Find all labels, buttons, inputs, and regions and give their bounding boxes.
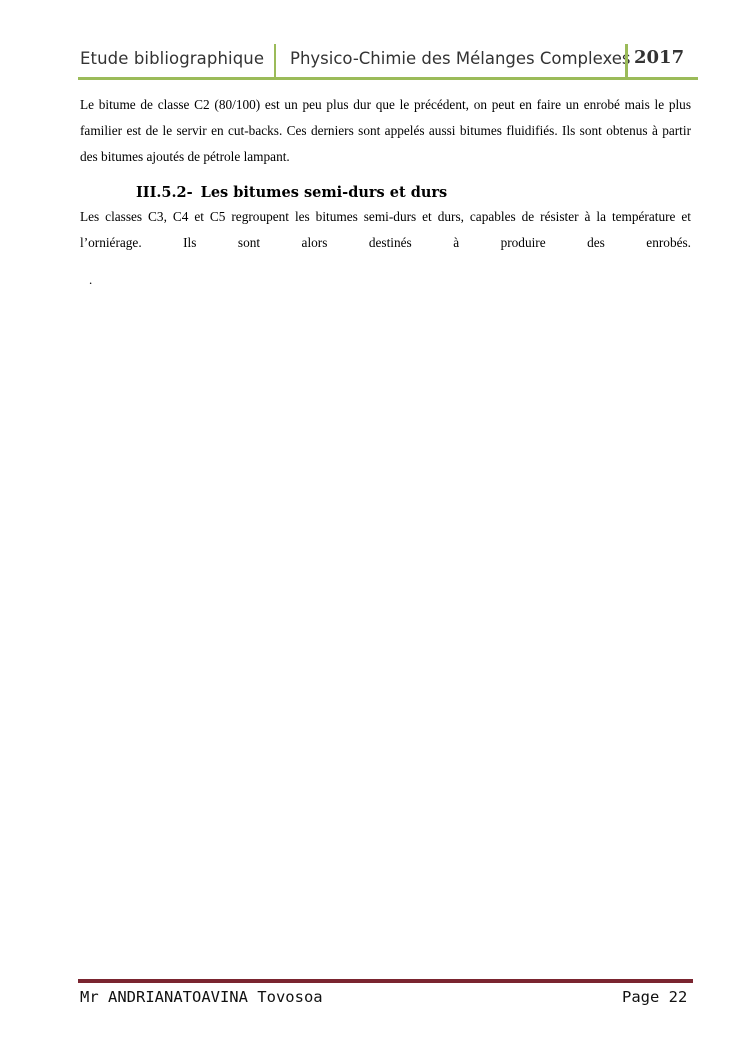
header-document-title: Physico-Chimie des Mélanges Complexes <box>290 49 631 68</box>
header-year: 2017 <box>634 47 685 68</box>
body-paragraph: Le bitume de classe C2 (80/100) est un peu plus dur que le précédent, on peut en faire un enrobé mais le plus familier est de le servir en cut-backs. Ces derniers sont appelés aussi bitumes fluidifiés. Ils sont obtenus à partir des bitumes ajoutés de pétrole lampant. <box>80 97 691 164</box>
page-number: Page 22 <box>622 988 688 1006</box>
footer-author: Mr ANDRIANATOAVINA Tovosoa <box>80 988 323 1006</box>
section-heading <box>136 184 447 201</box>
trailing-mark: . <box>89 272 93 287</box>
header-divider <box>625 44 628 77</box>
header-divider <box>274 44 276 77</box>
body-paragraph: Les classes C3, C4 et C5 regroupent les bitumes semi-durs et durs, capables de résister à la température et l’orniérage. Ils sont alors destinés à produire des enrobés. <box>80 209 691 250</box>
footer-rule <box>78 979 693 983</box>
section-number: III.5.2- <box>136 184 193 201</box>
section-title: Les bitumes semi-durs et durs <box>200 184 448 201</box>
page-header <box>78 40 698 80</box>
header-section-title: Etude bibliographique <box>80 49 265 68</box>
